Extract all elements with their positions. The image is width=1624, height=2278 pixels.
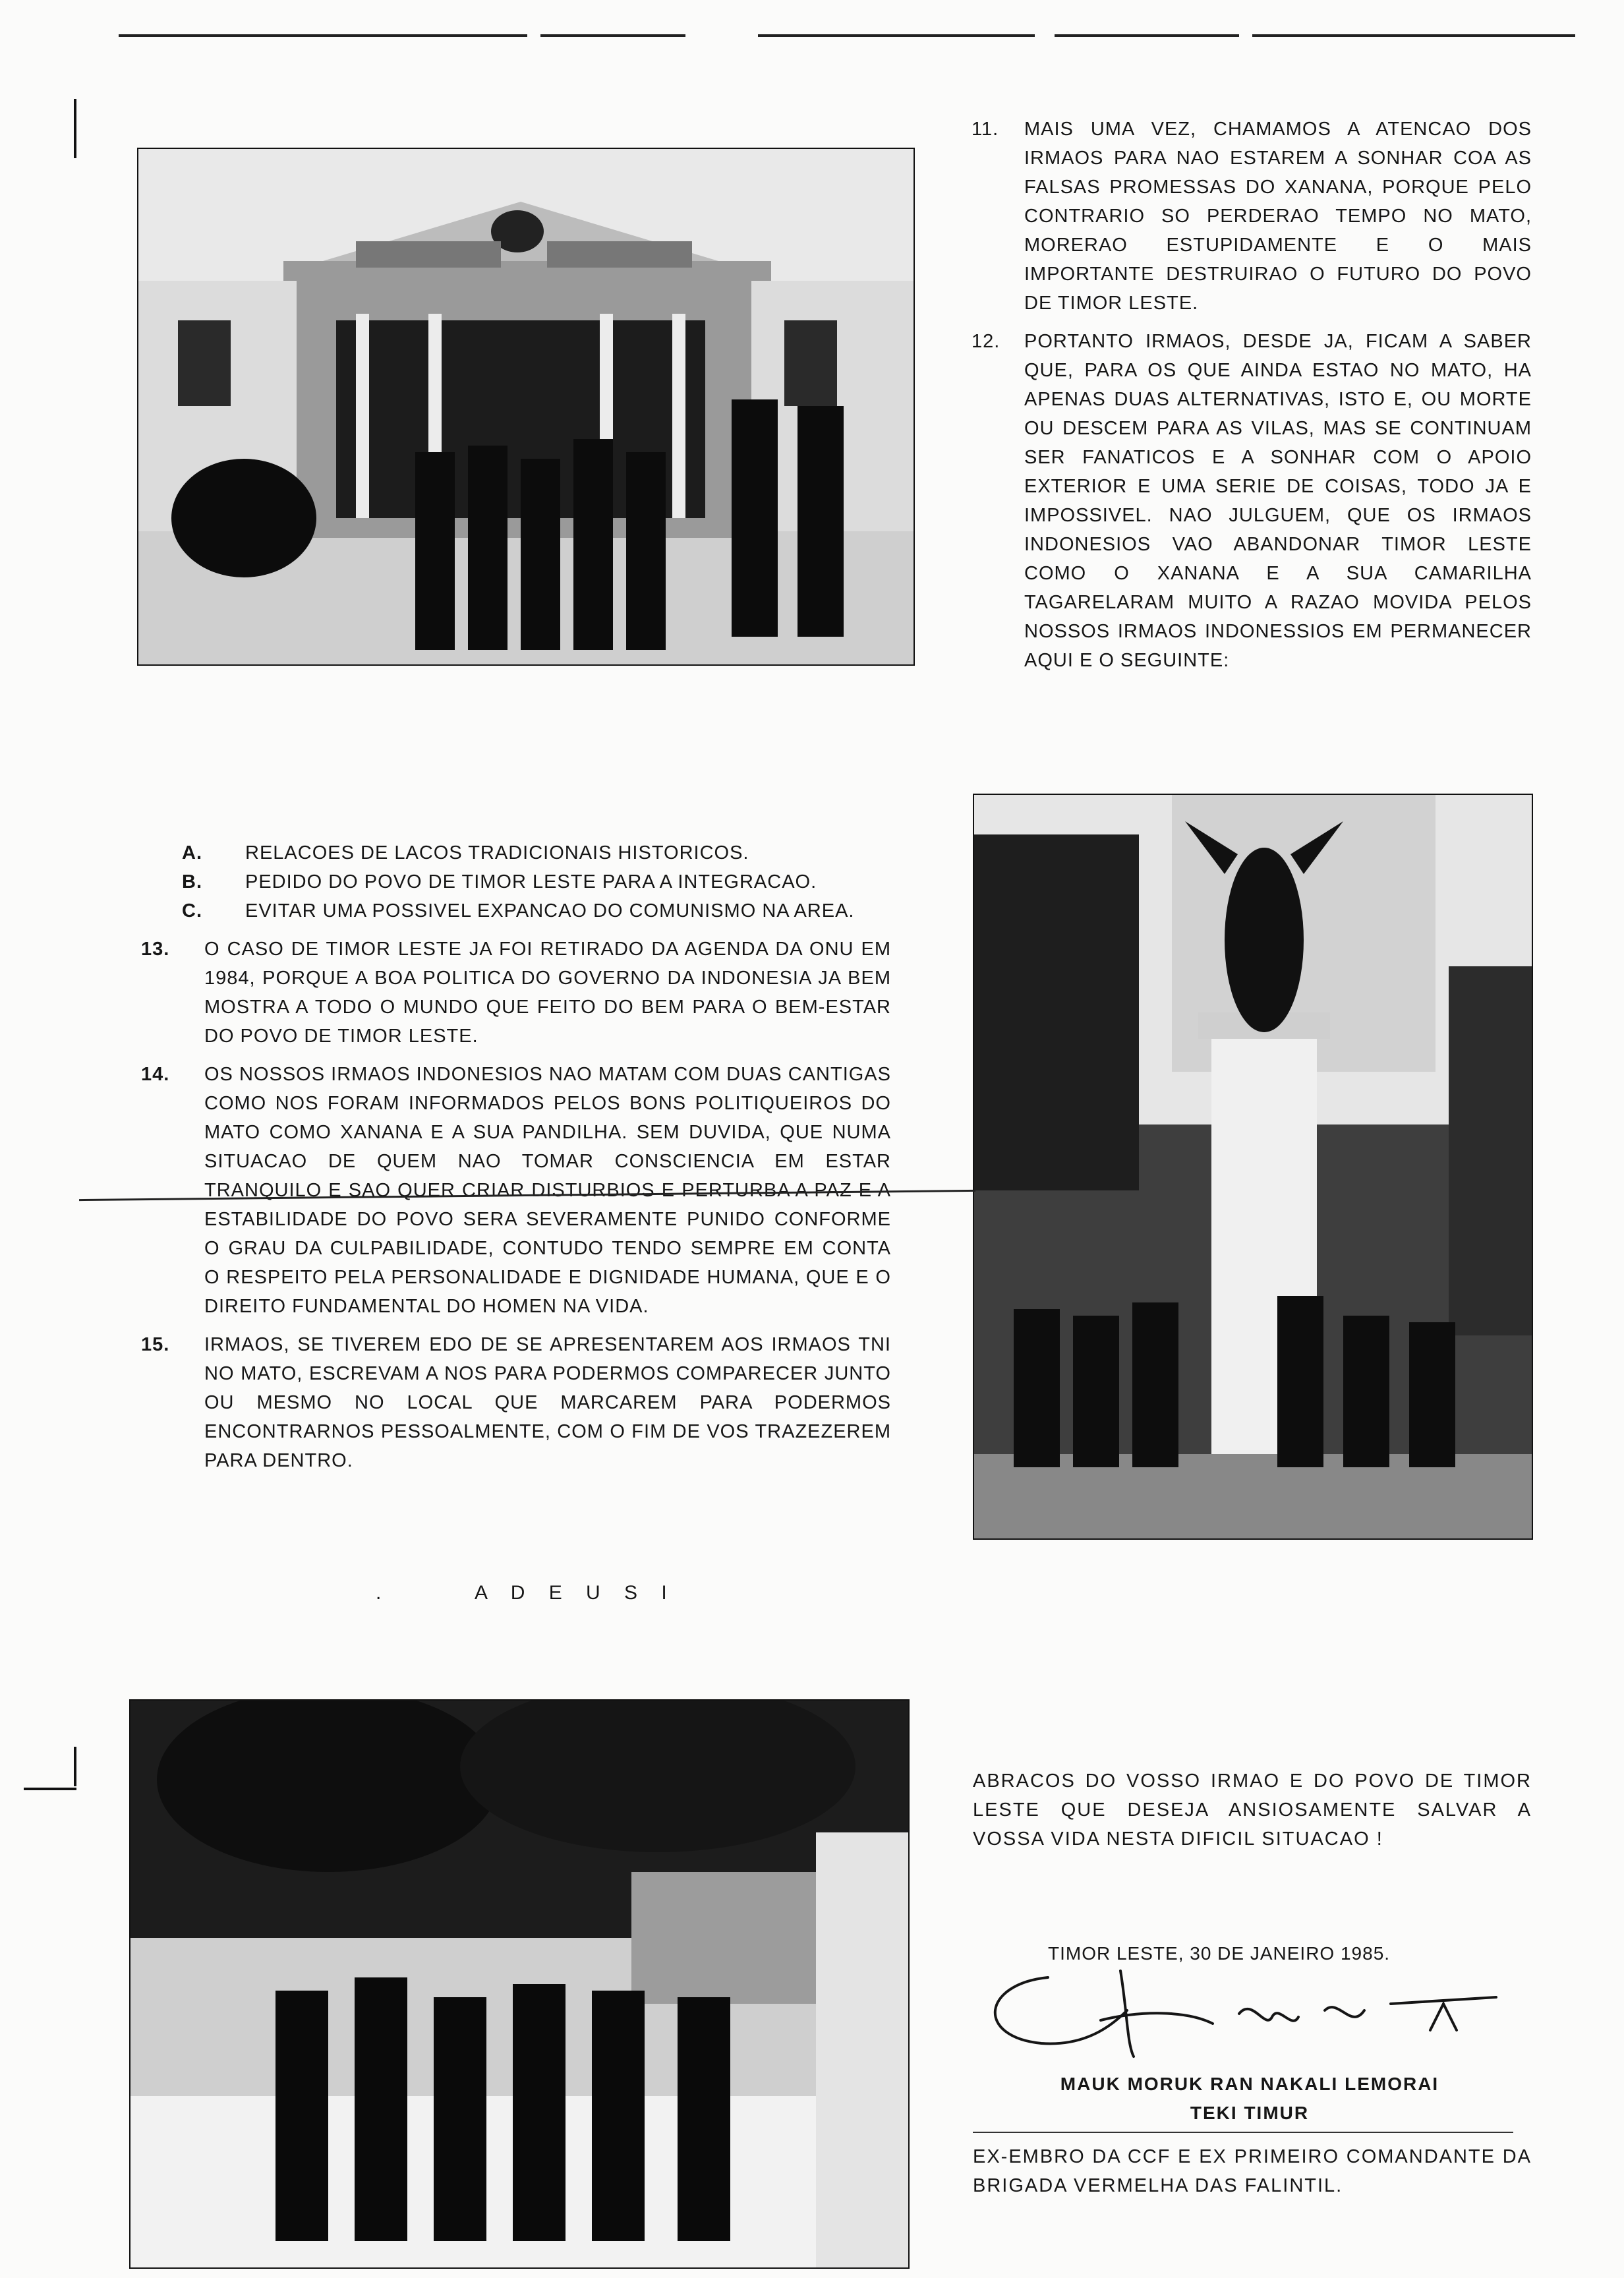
top-rule	[540, 34, 685, 37]
closing-text: ABRACOS DO VOSSO IRMAO E DO POVO DE TIMOR LESTE QUE DESEJA ANSIOSAMENTE SALVAR A VOSSA VIDA NESTA DIFICIL SITUACAO !	[973, 1770, 1532, 1850]
item-text: MAIS UMA VEZ, CHAMAMOS A ATENCAO DOS IRMAOS PARA NAO ESTAREM A SONHAR COA AS FALSAS PROMESSAS DO XANANA, PORQUE PELO CONTRARIO SO PERDERAO TEMPO NO MATO, MORERAO ESTUPIDAMENTE E O MAIS IMPORTANTE DESTRUIRAO O FUTURO DO POVO DE TIMOR LESTE.	[1024, 119, 1532, 314]
top-rule	[758, 34, 1035, 37]
list-item	[182, 896, 891, 925]
item-number: 15.	[141, 1334, 170, 1355]
list-item	[141, 935, 891, 1051]
margin-mark	[74, 99, 76, 158]
item-number: 14.	[141, 1064, 170, 1085]
photo-government-building	[137, 148, 915, 666]
item-text: EVITAR UMA POSSIVEL EXPANCAO DO COMUNISMO NA AREA.	[245, 900, 855, 921]
signer-name	[973, 2070, 1526, 2128]
handwritten-signature	[969, 1958, 1509, 2063]
item-number: 12.	[972, 331, 1000, 352]
item-text: PEDIDO DO POVO DE TIMOR LESTE PARA A INTEGRACAO.	[245, 871, 817, 892]
item-text: RELACOES DE LACOS TRADICIONAIS HISTORICOS.	[245, 842, 749, 863]
list-item	[972, 327, 1532, 675]
list-item	[182, 838, 891, 867]
signer-rank: EX-EMBRO DA CCF E EX PRIMEIRO COMANDANTE DA BRIGADA VERMELHA DAS FALINTIL.	[973, 2146, 1532, 2196]
list-item	[182, 867, 891, 896]
margin-mark	[24, 1788, 76, 1790]
item-text: PORTANTO IRMAOS, DESDE JA, FICAM A SABER QUE, PARA OS QUE AINDA ESTAO NO MATO, HA APENAS DUAS ALTERNATIVAS, ISTO E, OU MORTE OU DESCEM PARA AS VILAS, MAS SE CONTINUAM SER FANATICOS E A SONHAR COM O APOIO EXTERIOR E UMA SERIE DE COISAS, TODO JA E IMPOSSIVEL. NAO JULGUEM, QUE OS IRMAOS INDONESIOS VAO ABANDONAR TIMOR LESTE COMO O XANANA E A SUA CAMARILHA TAGARELARAM MUITO A RAZAO MOVIDA PELOS NOSSOS IRMAOS INDONESSIOS EM PERMANECER AQUI E O SEGUINTE:	[1024, 331, 1532, 671]
signer-line-1: MAUK MORUK RAN NAKALI LEMORAI	[1060, 2074, 1439, 2094]
list-item	[141, 1060, 891, 1321]
top-rule	[1055, 34, 1239, 37]
photo-monument	[973, 794, 1533, 1540]
top-rule	[119, 34, 527, 37]
item-text: IRMAOS, SE TIVEREM EDO DE SE APRESENTAREM AOS IRMAOS TNI NO MATO, ESCREVAM A NOS PARA PODERMOS COMPARECER JUNTO OU MESMO NO LOCAL QUE MARCAREM PARA PODERMOS ENCONTRARNOS PESSOALMENTE, COM O FIM DE VOS TRAZEZEREM PARA DENTRO.	[204, 1334, 891, 1471]
ink-dot: .	[376, 1582, 382, 1604]
item-text: OS NOSSOS IRMAOS INDONESIOS NAO MATAM COM DUAS CANTIGAS COMO NOS FORAM INFORMADOS PELOS BONS POLITIQUEIROS DO MATO COMO XANANA E A SUA PANDILHA. SEM DUVIDA, QUE NUMA SITUACAO DE QUEM NAO TOMAR CONSCIENCIA EM ESTAR TRANQUILO E SAO QUER CRIAR DISTURBIOS E PERTURBA A PAZ E A ESTABILIDADE DO POVO SERA SEVERAMENTE PUNIDO CONFORME O GRAU DA CULPABILIDADE, CONTUDO TENDO SEMPRE EM CONTA O RESPEITO PELA PERSONALIDADE E DIGNIDADE HUMANA, QUE E O DIREITO FUNDAMENTAL DO HOMEN NA VIDA.	[204, 1064, 891, 1317]
item-text: O CASO DE TIMOR LESTE JA FOI RETIRADO DA AGENDA DA ONU EM 1984, PORQUE A BOA POLITICA DO GOVERNO DA INDONESIA JA BEM MOSTRA A TODO O MUNDO QUE FEITO DO BEM PARA O BEM-ESTAR DO POVO DE TIMOR LESTE.	[204, 939, 891, 1047]
item-letter: C.	[182, 900, 202, 921]
list-item	[972, 115, 1532, 318]
signer-line-2: TEKI TIMUR	[1190, 2103, 1310, 2123]
photo-street-group	[129, 1699, 910, 2269]
item-number: 13.	[141, 939, 170, 960]
farewell: A D E U S I	[475, 1582, 676, 1604]
item-letter: A.	[182, 842, 202, 863]
margin-mark	[74, 1747, 76, 1786]
place-date: TIMOR LESTE, 30 DE JANEIRO 1985.	[1048, 1943, 1391, 1964]
right-column-text	[972, 115, 1532, 684]
left-column-text	[141, 838, 891, 1484]
item-letter: B.	[182, 871, 202, 892]
top-rule	[1252, 34, 1575, 37]
signature-rule	[973, 2132, 1513, 2133]
item-number: 11.	[972, 119, 999, 140]
list-item	[141, 1330, 891, 1475]
